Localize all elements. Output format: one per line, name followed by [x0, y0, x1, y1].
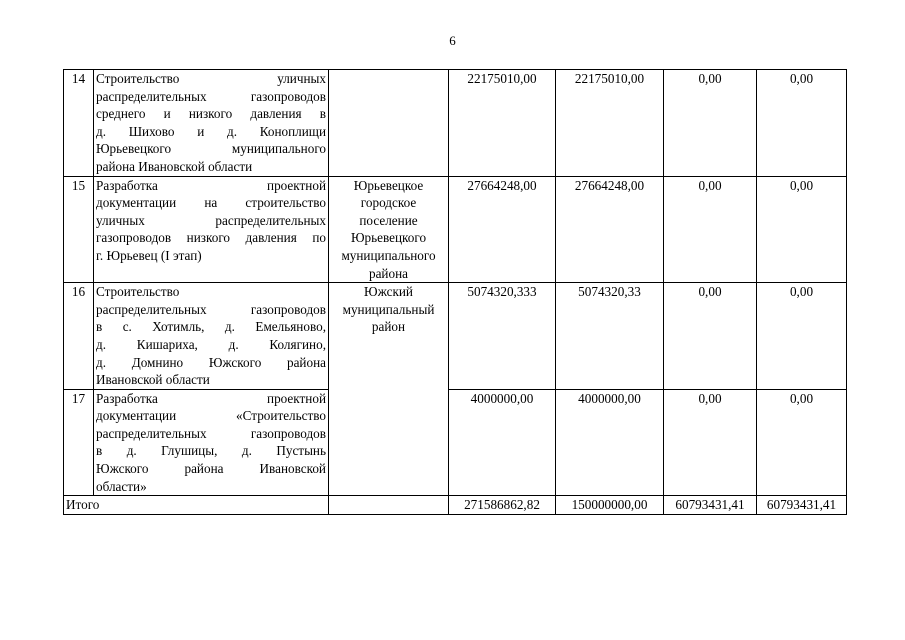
recipient-line: муниципальный [342, 301, 435, 317]
total-value-4: 60793431,41 [757, 496, 847, 515]
description-line: д. Домнино Южского района [96, 354, 326, 370]
total-value-2: 150000000,00 [556, 496, 664, 515]
description-line: распределительных газопроводов [96, 301, 326, 317]
row-value-2: 22175010,00 [556, 70, 664, 177]
page-number: 6 [449, 33, 456, 48]
description-line: распределительных газопроводов [96, 425, 326, 441]
total-label: Итого [64, 496, 329, 515]
row-number: 14 [64, 70, 94, 177]
row-value-2: 27664248,00 [556, 176, 664, 283]
description-line: среднего и низкого давления в [96, 106, 326, 122]
row-value-3: 0,00 [664, 389, 757, 496]
row-value-2: 4000000,00 [556, 389, 664, 496]
description-line: д. Кишариха, д. Колягино, [96, 336, 326, 352]
description-line: Разработка проектной [96, 390, 326, 406]
row-value-1: 22175010,00 [449, 70, 556, 177]
row-number: 17 [64, 389, 94, 496]
row-value-1: 4000000,00 [449, 389, 556, 496]
row-value-1: 5074320,333 [449, 283, 556, 390]
table-row [64, 70, 847, 177]
description-line: газопроводов низкого давления по [96, 230, 326, 246]
row-description [94, 176, 329, 283]
row-recipient [329, 70, 449, 177]
description-line: д. Шихово и д. Коноплищи [96, 123, 326, 139]
description-line: г. Юрьевец (I этап) [96, 247, 202, 263]
description-line: Юрьевецкого муниципального [96, 141, 326, 157]
recipient-line: городское [360, 195, 417, 211]
description-line: области» [96, 478, 147, 494]
description-line: Ивановской области [96, 372, 210, 388]
recipient-line: района [368, 265, 408, 281]
row-value-3: 0,00 [664, 283, 757, 390]
recipient-line: Южский [364, 284, 413, 300]
recipient-line: Юрьевецкое [353, 177, 424, 193]
row-number: 15 [64, 176, 94, 283]
row-description [94, 70, 329, 177]
recipient-line: поселение [359, 212, 418, 228]
description-line: Южского района Ивановской [96, 461, 326, 477]
description-line: Строительство уличных [96, 71, 326, 86]
description-line: документации на строительство [96, 195, 326, 211]
row-value-3: 0,00 [664, 176, 757, 283]
recipient-line: Юрьевецкого [350, 230, 427, 246]
table-row [64, 283, 847, 390]
row-value-2: 5074320,33 [556, 283, 664, 390]
row-value-4: 0,00 [757, 176, 847, 283]
funding-table [63, 69, 847, 515]
description-line: уличных распределительных [96, 212, 326, 228]
description-line: в с. Хотимль, д. Емельяново, [96, 319, 326, 335]
description-line: в д. Глушицы, д. Пустынь [96, 443, 326, 459]
recipient-line: район [371, 319, 406, 335]
row-recipient [329, 283, 449, 496]
description-line: распределительных газопроводов [96, 88, 326, 104]
total-recipient [329, 496, 449, 515]
description-line: Строительство [96, 284, 180, 300]
row-number: 16 [64, 283, 94, 390]
description-line: документации «Строительство [96, 408, 326, 424]
table-row [64, 176, 847, 283]
total-value-1: 271586862,82 [449, 496, 556, 515]
row-value-1: 27664248,00 [449, 176, 556, 283]
recipient-line: муниципального [341, 247, 436, 263]
table-row [64, 389, 847, 496]
row-value-4: 0,00 [757, 389, 847, 496]
description-line: Разработка проектной [96, 177, 326, 193]
row-value-4: 0,00 [757, 70, 847, 177]
row-description [94, 389, 329, 496]
total-value-3: 60793431,41 [664, 496, 757, 515]
row-value-4: 0,00 [757, 283, 847, 390]
description-line: района Ивановской области [96, 158, 253, 174]
total-row [64, 496, 847, 515]
row-recipient [329, 176, 449, 283]
row-description [94, 283, 329, 390]
row-value-3: 0,00 [664, 70, 757, 177]
